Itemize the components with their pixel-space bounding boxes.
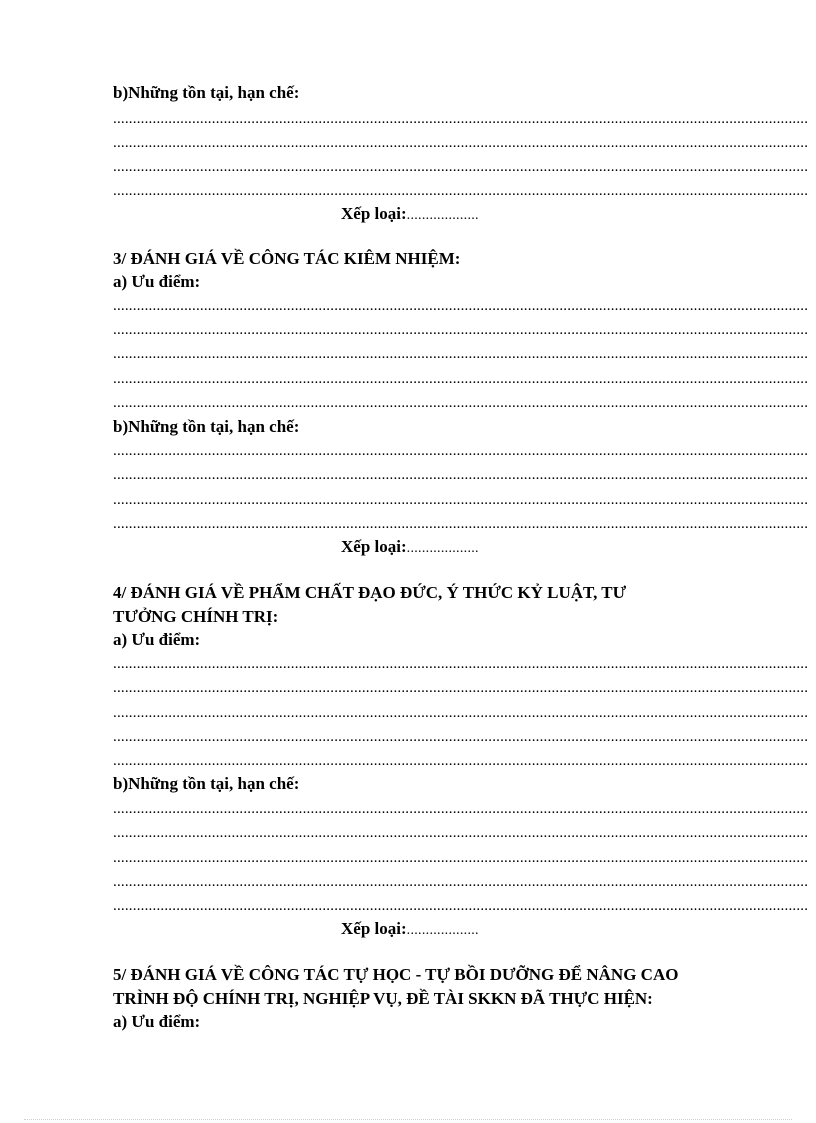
dotted-line: ................................................................................................................................................................................ [113,680,809,696]
dotted-line: ................................................................................................................................................................................ [113,135,809,151]
s5-strengths-heading: a) Ưu điểm: [113,1012,201,1031]
rating-label: Xếp loại: [341,204,407,223]
dotted-line: ................................................................................................................................................................................ [113,467,809,483]
s2-limitations-heading: b)Những tồn tại, hạn chế: [113,83,300,102]
dotted-line: ................................................................................................................................................................................ [113,322,809,338]
dotted-line: ................................................................................................................................................................................ [113,395,809,411]
rating-fill: ................... [406,208,479,223]
rating-fill: ................... [406,923,479,938]
rating-label: Xếp loại: [341,919,407,938]
dotted-line: ................................................................................................................................................................................ [113,298,809,314]
dotted-line: ................................................................................................................................................................................ [113,183,809,199]
s4-title-line2: TƯỞNG CHÍNH TRỊ: [113,607,279,626]
dotted-line: ................................................................................................................................................................................ [113,656,809,672]
s4-limitations-heading: b)Những tồn tại, hạn chế: [113,774,300,793]
dotted-line: ................................................................................................................................................................................ [113,443,809,459]
dotted-line: ................................................................................................................................................................................ [113,801,809,817]
dotted-line: ................................................................................................................................................................................ [113,159,809,175]
dotted-line: ................................................................................................................................................................................ [113,705,809,721]
dotted-line: ................................................................................................................................................................................ [113,850,809,866]
dotted-line: ................................................................................................................................................................................ [113,729,809,745]
dotted-line: ................................................................................................................................................................................ [113,874,809,890]
page-bottom-divider [24,1119,792,1120]
dotted-line: ................................................................................................................................................................................ [113,753,809,769]
dotted-line: ................................................................................................................................................................................ [113,371,809,387]
s4-strengths-heading: a) Ưu điểm: [113,630,201,649]
rating-fill: ................... [406,541,479,556]
s5-title-line1: 5/ ĐÁNH GIÁ VỀ CÔNG TÁC TỰ HỌC - TỰ BỒI DƯỠNG ĐỂ NÂNG CAO [113,965,679,984]
s5-title-line2: TRÌNH ĐỘ CHÍNH TRỊ, NGHIỆP VỤ, ĐỀ TÀI SKKN ĐÃ THỰC HIỆN: [113,989,653,1008]
s3-strengths-heading: a) Ưu điểm: [113,272,201,291]
s4-title-line1: 4/ ĐÁNH GIÁ VỀ PHẨM CHẤT ĐẠO ĐỨC, Ý THỨC KỶ LUẬT, TƯ [113,583,627,602]
dotted-line: ................................................................................................................................................................................ [113,898,809,914]
dotted-line: ................................................................................................................................................................................ [113,492,809,508]
dotted-line: ................................................................................................................................................................................ [113,516,809,532]
dotted-line: ................................................................................................................................................................................ [113,111,809,127]
rating-line [341,204,479,226]
dotted-line: ................................................................................................................................................................................ [113,346,809,362]
s3-limitations-heading: b)Những tồn tại, hạn chế: [113,417,300,436]
rating-line [341,537,479,559]
dotted-line: ................................................................................................................................................................................ [113,825,809,841]
s3-title: 3/ ĐÁNH GIÁ VỀ CÔNG TÁC KIÊM NHIỆM: [113,249,461,268]
rating-line [341,919,479,941]
rating-label: Xếp loại: [341,537,407,556]
